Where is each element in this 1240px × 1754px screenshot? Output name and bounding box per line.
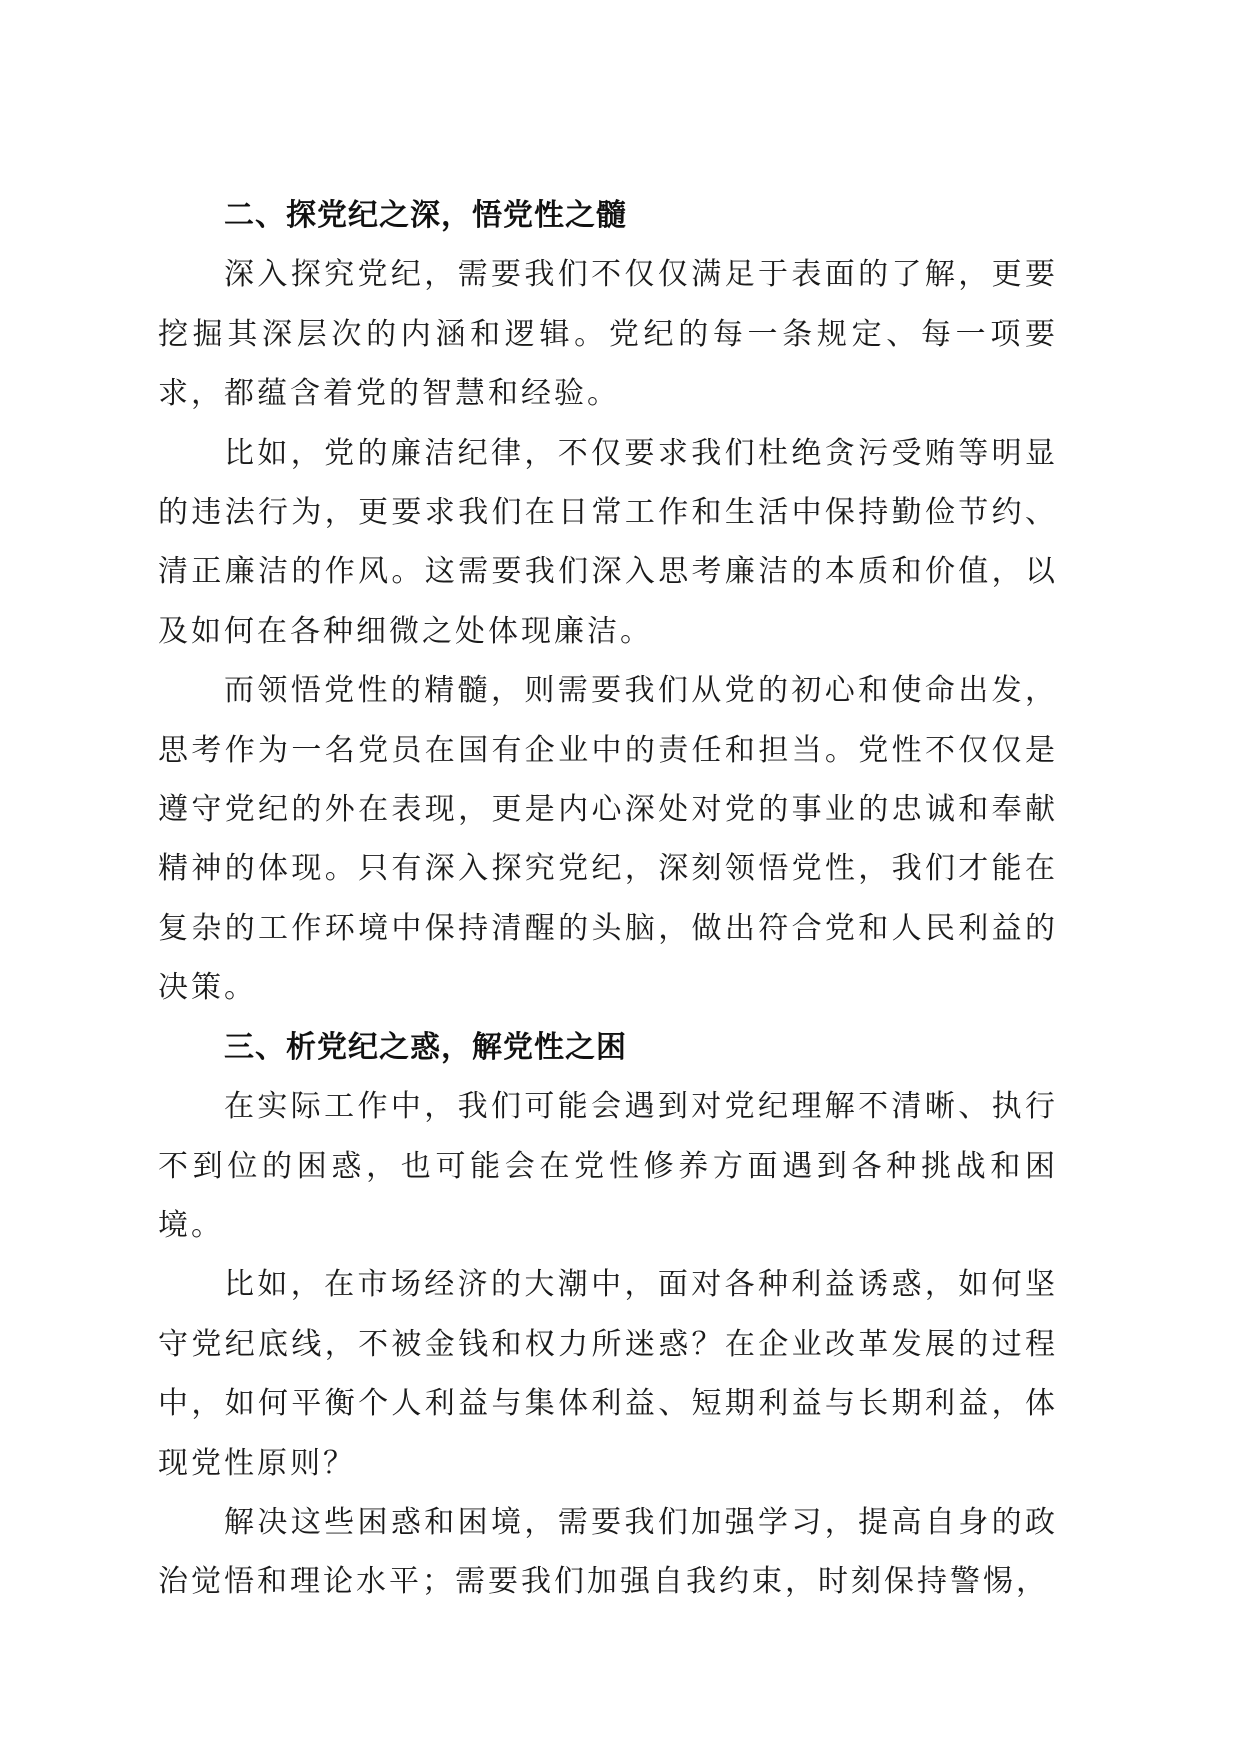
section-2-paragraph-1: 深入探究党纪，需要我们不仅仅满足于表面的了解，更要挖掘其深层次的内涵和逻辑。党纪的每一条规定、每一项要求，都蕴含着党的智慧和经验。 xyxy=(158,257,1058,412)
section-2-heading: 二、探党纪之深，悟党性之髓 xyxy=(224,198,627,233)
section-2-paragraph-2: 比如，党的廉洁纪律，不仅要求我们杜绝贪污受贿等明显的违法行为，更要求我们在日常工作和生活中保持勤俭节约、清正廉洁的作风。这需要我们深入思考廉洁的本质和价值，以及如何在各种细微之处体现廉洁。 xyxy=(158,435,1058,649)
section-3-heading: 三、析党纪之惑，解党性之困 xyxy=(224,1029,627,1065)
section-3-paragraph-2: 比如，在市场经济的大潮中，面对各种利益诱惑，如何坚守党纪底线，不被金钱和权力所迷惑？在企业改革发展的过程中，如何平衡个人利益与集体利益、短期利益与长期利益，体现党性原则？ xyxy=(158,1267,1058,1481)
document-body xyxy=(158,186,1058,1612)
section-3-paragraph-1: 在实际工作中，我们可能会遇到对党纪理解不清晰、执行不到位的困惑，也可能会在党性修养方面遇到各种挑战和困境。 xyxy=(158,1089,1058,1243)
section-3-paragraph-3: 解决这些困惑和困境，需要我们加强学习，提高自身的政治觉悟和理论水平；需要我们加强自我约束，时刻保持警惕， xyxy=(158,1504,1058,1600)
section-2-paragraph-3: 而领悟党性的精髓，则需要我们从党的初心和使命出发，思考作为一名党员在国有企业中的责任和担当。党性不仅仅是遵守党纪的外在表现，更是内心深处对党的事业的忠诚和奉献精神的体现。只有深入探究党纪，深刻领悟党性，我们才能在复杂的工作环境中保持清醒的头脑，做出符合党和人民利益的决策。 xyxy=(158,673,1058,1006)
